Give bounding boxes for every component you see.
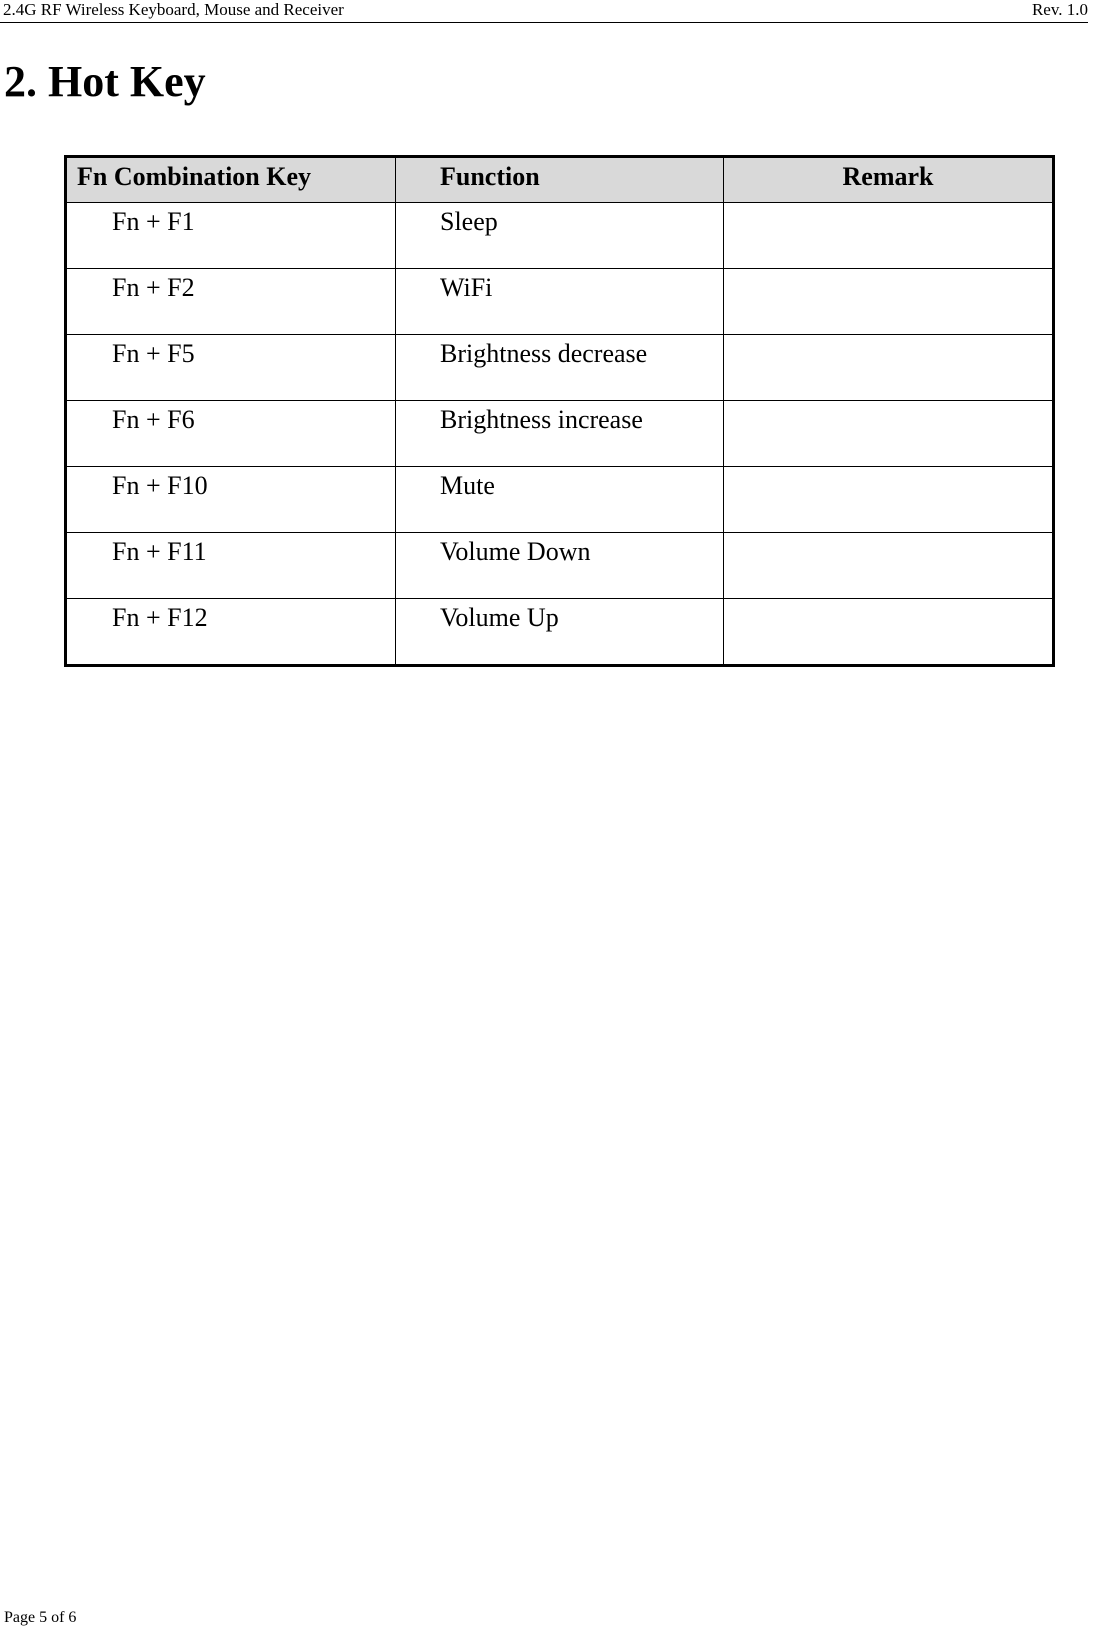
remark-cell xyxy=(724,467,1054,533)
function-cell: Brightness decrease xyxy=(396,335,724,401)
function-cell: Sleep xyxy=(396,203,724,269)
column-header-remark: Remark xyxy=(724,157,1054,203)
table-row xyxy=(66,467,1054,533)
function-cell: Brightness increase xyxy=(396,401,724,467)
table-row xyxy=(66,269,1054,335)
function-cell: Volume Down xyxy=(396,533,724,599)
key-cell: Fn + F10 xyxy=(66,467,396,533)
key-cell: Fn + F11 xyxy=(66,533,396,599)
table-row xyxy=(66,335,1054,401)
table-header-row xyxy=(66,157,1054,203)
remark-cell xyxy=(724,401,1054,467)
table-row xyxy=(66,533,1054,599)
function-cell: Mute xyxy=(396,467,724,533)
function-cell: Volume Up xyxy=(396,599,724,666)
function-cell: WiFi xyxy=(396,269,724,335)
remark-cell xyxy=(724,599,1054,666)
remark-cell xyxy=(724,269,1054,335)
remark-cell xyxy=(724,335,1054,401)
table-row xyxy=(66,203,1054,269)
page-header xyxy=(0,0,1088,23)
key-cell: Fn + F12 xyxy=(66,599,396,666)
key-cell: Fn + F1 xyxy=(66,203,396,269)
key-cell: Fn + F2 xyxy=(66,269,396,335)
document-title: 2.4G RF Wireless Keyboard, Mouse and Receiver xyxy=(3,0,344,19)
hotkey-table xyxy=(64,155,1055,667)
revision-label: Rev. 1.0 xyxy=(1031,0,1088,19)
section-heading: 2. Hot Key xyxy=(4,57,206,106)
key-cell: Fn + F5 xyxy=(66,335,396,401)
column-header-function: Function xyxy=(396,157,724,203)
table-row xyxy=(66,599,1054,666)
column-header-fn-combination-key: Fn Combination Key xyxy=(66,157,396,203)
key-cell: Fn + F6 xyxy=(66,401,396,467)
page-number: Page 5 of 6 xyxy=(4,1609,77,1626)
remark-cell xyxy=(724,533,1054,599)
table-row xyxy=(66,401,1054,467)
remark-cell xyxy=(724,203,1054,269)
